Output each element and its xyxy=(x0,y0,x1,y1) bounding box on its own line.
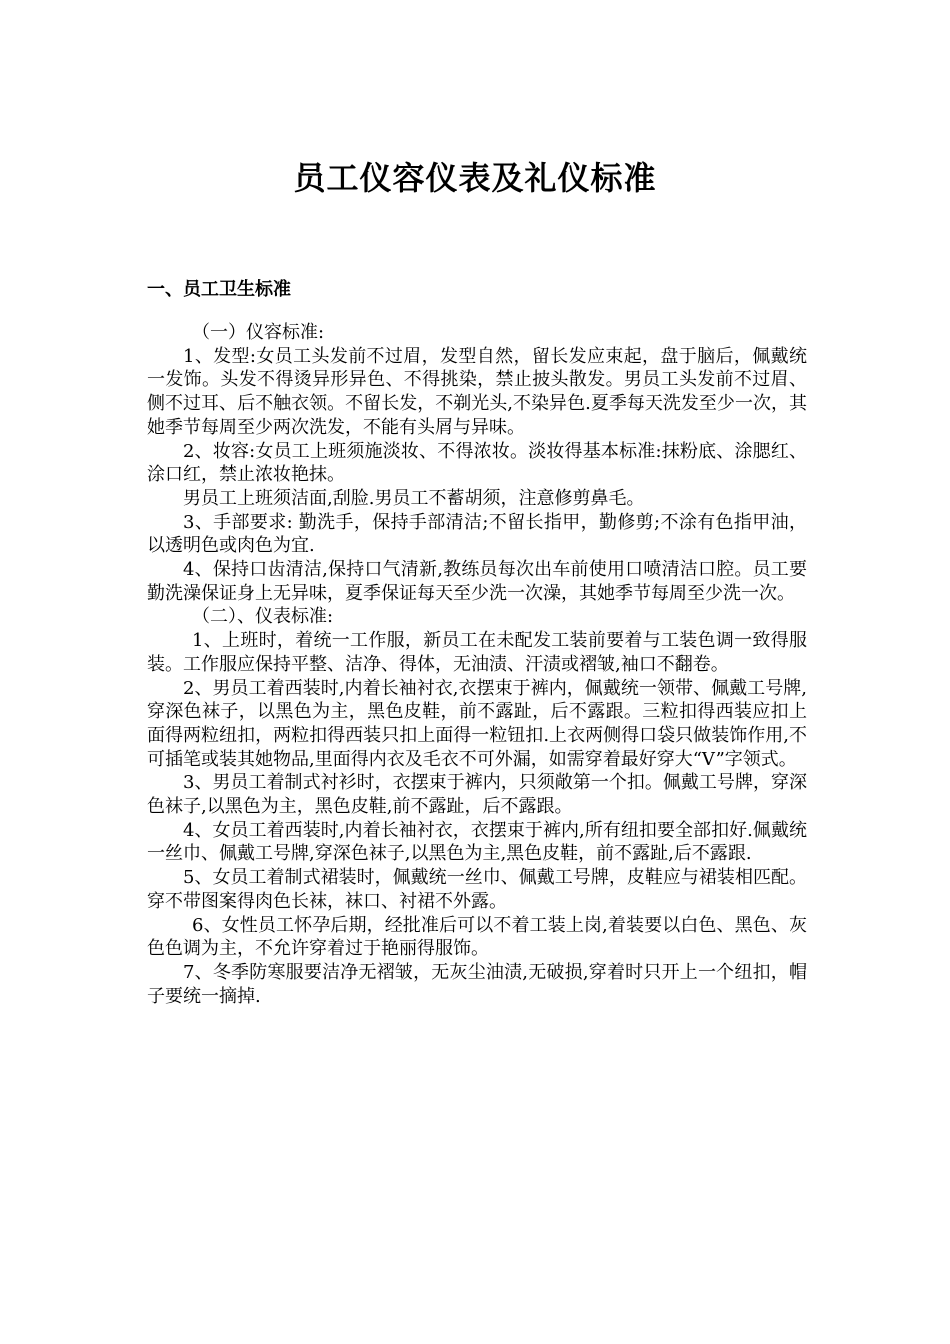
document-title: 员工仪容仪表及礼仪标准 xyxy=(293,159,657,197)
paragraph-makeup: 2、妆容:女员工上班须施淡妆、不得浓妆。淡妆得基本标准:抹粉底、涂腮红、涂口红，禁止浓妆艳抹。 xyxy=(147,440,807,486)
paragraph-male-grooming: 男员工上班须洁面,刮脸.男员工不蓄胡须，注意修剪鼻毛。 xyxy=(183,487,645,509)
paragraph-female-suit: 4、女员工着西装时,内着长袖衬衣，衣摆束于裤内,所有纽扣要全部扣好.佩戴统一丝巾、佩戴工号牌,穿深色袜子,以黑色为主,黑色皮鞋，前不露趾,后不露跟. xyxy=(147,819,807,865)
subsection-heading-appearance: （一）仪容标准: xyxy=(192,322,325,343)
section-heading: 一、员工卫生标准 xyxy=(147,279,291,300)
paragraph-pregnancy: 6、女性员工怀孕后期，经批准后可以不着工装上岗,着装要以白色、黑色、灰色色调为主，不允许穿着过于艳丽得服饰。 xyxy=(147,914,807,960)
paragraph-male-shirt: 3、男员工着制式衬衫时，衣摆束于裤内，只须敞第一个扣。佩戴工号牌，穿深色袜子,以黑色为主，黑色皮鞋,前不露趾，后不露跟。 xyxy=(147,772,807,818)
paragraph-male-suit: 2、男员工着西装时,内着长袖衬衣,衣摆束于裤内，佩戴统一领带、佩戴工号牌,穿深色袜子，以黑色为主，黑色皮鞋，前不露趾，后不露跟。三粒扣得西装应扣上面得两粒纽扣，两粒扣得西装只扣上面得一粒钮扣.上衣两侧得口袋只做装饰作用,不可插笔或装其她物品,里面得内衣及毛衣不可外漏，如需穿着最好穿大“V”字领式。 xyxy=(147,677,807,770)
subsection-heading-attire: （二）、仪表标准: xyxy=(192,606,334,628)
paragraph-hands: 3、手部要求: 勤洗手，保持手部清洁;不留长指甲，勤修剪;不涂有色指甲油，以透明色或肉色为宜. xyxy=(147,511,807,557)
section-body xyxy=(147,321,807,1008)
paragraph-hairstyle: 1、发型:女员工头发前不过眉，发型自然，留长发应束起，盘于脑后，佩戴统一发饰。头发不得烫异形异色、不得挑染，禁止披头散发。男员工头发前不过眉、侧不过耳、后不触衣领。不留长发，不剃光头,不染异色.夏季每天洗发至少一次，其她季节每周至少两次洗发，不能有头屑与异味。 xyxy=(147,345,807,438)
paragraph-winter-coat: 7、冬季防寒服要洁净无褶皱，无灰尘油渍,无破损,穿着时只开上一个纽扣，帽子要统一摘掉. xyxy=(147,961,807,1007)
paragraph-uniform: 1、上班时，着统一工作服，新员工在未配发工装前要着与工装色调一致得服装。工作服应保持平整、洁净、得体，无油渍、汗渍或褶皱,袖口不翻卷。 xyxy=(147,630,807,675)
paragraph-oral-hygiene: 4、保持口齿清洁,保持口气清新,教练员每次出车前使用口喷清洁口腔。员工要勤洗澡保证身上无异味，夏季保证每天至少洗一次澡，其她季节每周至少洗一次。 xyxy=(147,559,807,604)
paragraph-female-skirt: 5、女员工着制式裙装时，佩戴统一丝巾、佩戴工号牌，皮鞋应与裙装相匹配。穿不带图案得肉色长袜，袜口、衬裙不外露。 xyxy=(147,867,807,912)
